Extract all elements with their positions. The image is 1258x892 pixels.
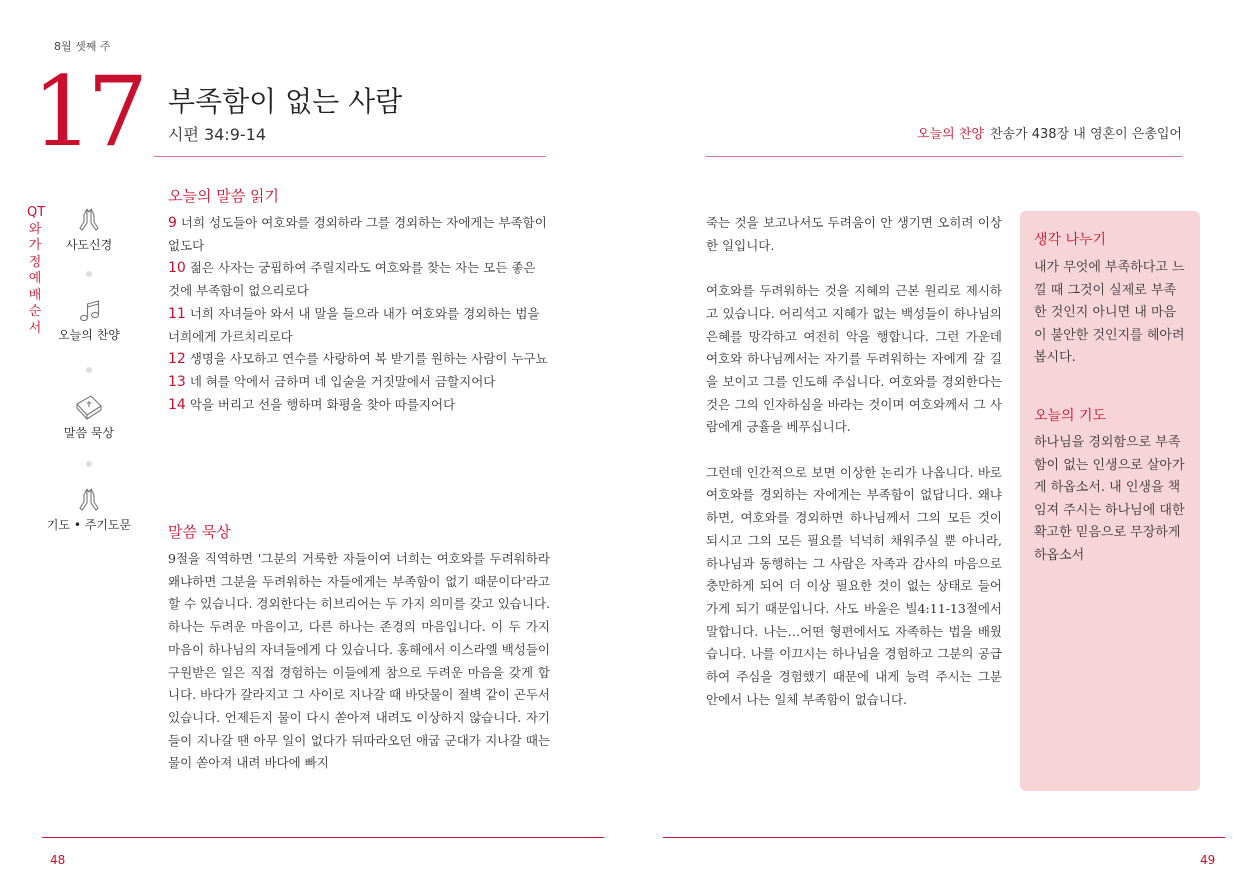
day-number: 17 (32, 56, 143, 168)
verse-number: 12 (168, 351, 186, 368)
sidebar-item-meditation (44, 392, 134, 441)
week-label: 8월 셋째 주 (54, 40, 111, 53)
prayer-heading: 오늘의 기도 (1034, 408, 1107, 424)
nav-dot (86, 461, 92, 467)
scripture-reference: 시편 34:9-14 (168, 125, 267, 144)
sidebar-item-label: 말씀 묵상 (63, 426, 115, 440)
page-number-left: 48 (50, 853, 66, 867)
sidebar-item-label: 사도신경 (65, 238, 113, 252)
verse (168, 212, 550, 257)
share-text: 내가 무엇에 부족하다고 느낄 때 그것이 실제로 부족한 것인지 아니면 내 마음이 불안한 것인지를 헤아려 봅시다. (1034, 260, 1185, 365)
verse-number: 14 (168, 396, 186, 413)
verse-number: 11 (168, 305, 186, 322)
vertical-section-label: QT와 가정예배 순서 (27, 205, 46, 336)
verse-text: 악을 버리고 선을 행하며 화평을 찾아 따를지어다 (189, 396, 456, 412)
page-title: 부족함이 없는 사람 (168, 85, 403, 118)
sidebar-item-label: 기도 • 주기도문 (46, 518, 132, 532)
nav-dot (86, 271, 92, 277)
prayer-text: 하나님을 경외함으로 부족함이 없는 인생으로 살아가게 하옵소서. 내 인생을 책임져 주시는 하나님에 대한 확고한 믿음으로 무장하게 하옵소서 (1034, 435, 1185, 563)
verse (168, 371, 550, 394)
verse-number: 13 (168, 373, 186, 390)
header-divider-right (706, 156, 1182, 157)
hymn-line (706, 123, 1182, 142)
meditation-heading: 말씀 묵상 (168, 523, 231, 541)
meditation-paragraph: 그런데 인간적으로 보면 이상한 논리가 나옵니다. 바로 여호와를 경외하는 자에게는 부족함이 없답니다. 왜냐하면, 여호와를 경외하면 하나님께서 그의 모든 것이 되시고 그의 모든 필요를 넉넉히 채워주실 뿐 아니라, 하나님과 동행하는 그 사람은 자족과 감사의 마음으로 충만하게 되어 더 이상 필요한 것이 없는 상태로 들어가게 되기 때문입니다. 사도 바울은 빌4:11-13절에서 말합니다. 나는…어떤 형편에서도 자족하는 법을 배웠습니다. 나를 이끄시는 하나님을 경험하고 그분의 공급하여 주심을 경험했기 때문에 내게 능력 주시는 그분 안에서 나는 일체 부족함이 없습니다. (706, 464, 1002, 707)
verse-text: 너희 성도들아 여호와를 경외하라 그를 경외하는 자에게는 부족함이 없도다 (168, 215, 547, 253)
meditation-text-right (706, 212, 1002, 734)
bible-icon (73, 392, 105, 422)
music-note-icon (75, 298, 103, 324)
verse-text: 너희 자녀들아 와서 내 말을 들으라 내가 여호와를 경외하는 법을 너희에게 가르치리로다 (168, 305, 540, 344)
meditation-paragraph: 죽는 것을 보고나서도 두려움이 안 생기면 오히려 이상한 일입니다. (706, 215, 1002, 253)
reflection-box (1020, 211, 1200, 791)
verse (168, 257, 550, 302)
scripture-heading: 오늘의 말씀 읽기 (168, 187, 279, 205)
nav-dot (86, 367, 92, 373)
sidebar-item-hymn (44, 298, 134, 343)
page-number-right: 49 (1200, 853, 1216, 867)
sidebar-item-creed (44, 206, 134, 253)
hymn-label: 오늘의 찬양 (917, 127, 984, 142)
sidebar-item-prayer (44, 486, 134, 533)
footer-divider-right (663, 837, 1225, 838)
praying-hands-icon (75, 486, 103, 514)
verse-text: 젊은 사자는 궁핍하여 주릴지라도 여호와를 찾는 자는 모든 좋은 것에 부족함이 없으리로다 (168, 260, 536, 299)
verse (168, 394, 550, 417)
verse-number: 9 (168, 215, 177, 231)
meditation-paragraph: 여호와를 두려워하는 것을 지혜의 근본 원리로 제시하고 있습니다. 어리석고 지혜가 없는 백성들이 하나님의 은혜를 망각하고 여전히 악을 행합니다. 그런 가운데 여호와 하나님께서는 자기를 두려워하는 자에게 갈 길을 보이고 그를 인도해 주십니다. 여호와를 경외한다는 것은 그의 인자하심을 바라는 것이며 여호와께서 그 사람에게 긍휼을 베푸십니다. (706, 283, 1002, 435)
footer-divider-left (42, 837, 604, 838)
praying-hands-icon (75, 206, 103, 234)
verse-number: 10 (168, 260, 186, 277)
verse (168, 348, 550, 371)
header-divider-left (154, 156, 546, 157)
verse-text: 생명을 사모하고 연수를 사랑하여 복 받기를 원하는 사람이 누구뇨 (189, 351, 548, 367)
verse (168, 303, 550, 348)
verse-text: 네 혀를 악에서 금하며 네 입술을 거짓말에서 금할지어다 (189, 373, 496, 389)
share-heading: 생각 나누기 (1034, 232, 1107, 248)
scripture-verses (168, 212, 550, 416)
sidebar-item-label: 오늘의 찬양 (58, 328, 120, 342)
hymn-text: 찬송가 438장 내 영혼이 은총입어 (989, 127, 1182, 142)
meditation-text-left: 9절을 직역하면 '그분의 거룩한 자들이여 너희는 여호와를 두려워하라 왜냐하면 그분을 두려워하는 자들에게는 부족함이 없기 때문이다'라고 할 수 있습니다. 경외한다는 히브리어는 두 가지 의미를 갖고 있습니다. 하나는 두려운 마음이고, 다른 하나는 존경의 마음입니다. 이 두 가지 마음이 하나님의 자녀들에게 다 있습니다. 홍해에서 이스라엘 백성들이 구원받은 일은 직접 경험하는 이들에게 참으로 두려운 마음을 갖게 합니다. 바다가 갈라지고 그 사이로 지나갈 때 바닷물이 절벽 같이 곤두서 있습니다. 언제든지 물이 다시 쏟아져 내려도 이상하지 않습니다. 자기들이 지나갈 땐 아무 일이 없다가 뒤따라오던 애굽 군대가 지나갈 때는 물이 쏟아져 내려 바다에 빠지 (168, 551, 550, 771)
